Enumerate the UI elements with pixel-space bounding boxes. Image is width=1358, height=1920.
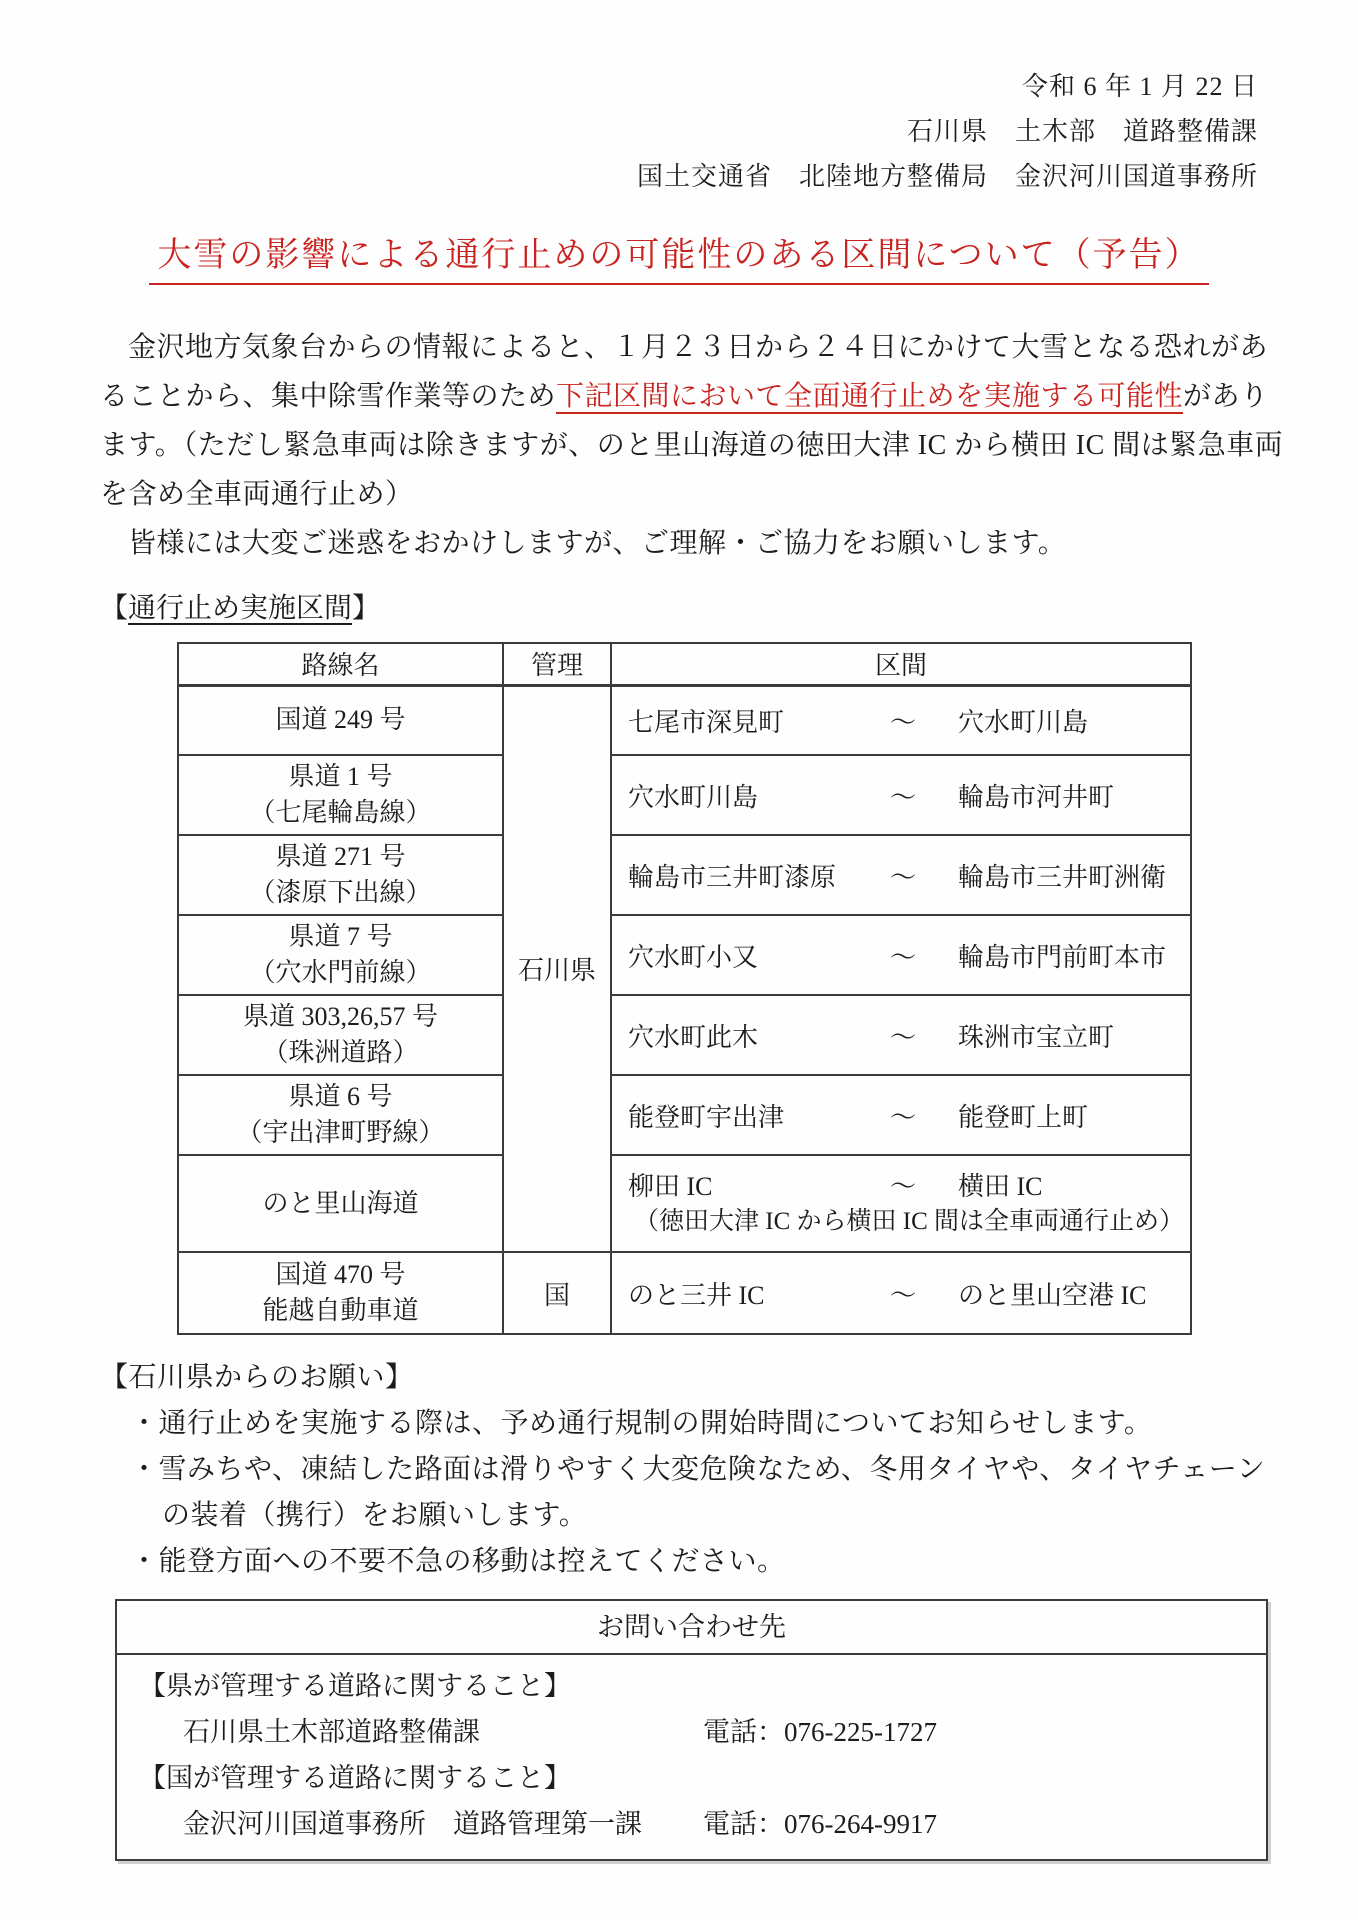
route-subname: （漆原下出線） <box>249 878 432 907</box>
tilde-separator: ～ <box>890 707 917 737</box>
section-to: 珠洲市宝立町 <box>958 1022 1115 1052</box>
intro-line-2-highlight: 下記区間において全面通行止めを実施する可能性 <box>556 381 1184 412</box>
bracket-open: 【 <box>100 593 129 624</box>
tilde-separator: ～ <box>890 1172 917 1201</box>
request-bullet-1: ・通行止めを実施する際は、予め通行規制の開始時間についてお知らせします。 <box>130 1408 1153 1439</box>
route-cell <box>178 755 503 835</box>
section-to: 輪島市三井町洲衛 <box>958 862 1167 892</box>
closure-table <box>177 642 1192 1335</box>
section-to: 輪島市門前町本市 <box>958 942 1167 972</box>
manager-cell-prefecture <box>503 685 611 1252</box>
intro-paragraph <box>100 323 1284 568</box>
section-from: 柳田 IC <box>628 1172 713 1201</box>
document-title <box>100 227 1258 285</box>
route-name: 国道 249 号 <box>275 705 406 735</box>
route-subname: （穴水門前線） <box>249 958 432 987</box>
intro-line-3: ます。（ただし緊急車両は除きますが、のと里山海道の徳田大津 IC から横田 IC 間は緊急車両 <box>100 430 1284 461</box>
table-header-row <box>178 643 1191 685</box>
route-cell <box>178 1075 503 1155</box>
route-cell <box>178 915 503 995</box>
request-heading: 【石川県からのお願い】 <box>100 1362 414 1393</box>
contact-national-heading: 【国が管理する道路に関すること】 <box>139 1763 571 1793</box>
route-name: 県道 6 号 <box>288 1082 393 1111</box>
contact-national-name: 金沢河川国道事務所 道路管理第一課 <box>183 1809 642 1839</box>
manager-label: 石川県 <box>517 956 596 986</box>
intro-line-5: 皆様には大変ご迷惑をおかけしますが、ご理解・ご協力をお願いします。 <box>128 528 1067 559</box>
intro-line-4: を含め全車両通行止め） <box>100 479 414 510</box>
request-bullet-2-line-2: の装着（携行）をお願いします。 <box>162 1500 588 1531</box>
section-cell <box>611 915 1191 995</box>
section-to: 穴水町川島 <box>958 707 1089 737</box>
route-cell <box>178 1155 503 1252</box>
route-subname: 能越自動車道 <box>262 1296 419 1325</box>
issuer-national: 国土交通省 北陸地方整備局 金沢河川国道事務所 <box>636 162 1258 191</box>
section-to: のと里山空港 IC <box>958 1280 1147 1310</box>
section-from: のと三井 IC <box>628 1280 765 1310</box>
tilde-separator: ～ <box>890 782 917 812</box>
document-title-text: 大雪の影響による通行止めの可能性のある区間について（予告） <box>149 227 1208 285</box>
contact-pref-phone: 電話：076-225-1727 <box>703 1717 937 1747</box>
table-row <box>178 1155 1191 1252</box>
route-subname: （七尾輪島線） <box>249 798 432 827</box>
column-header-section: 区間 <box>611 643 1191 685</box>
route-name: 県道 303,26,57 号 <box>242 1002 438 1031</box>
route-name: 県道 7 号 <box>288 922 393 951</box>
table-row <box>178 995 1191 1075</box>
intro-line-2-pre: ることから、集中除雪作業等のため <box>100 381 557 412</box>
section-from: 穴水町此木 <box>628 1022 759 1052</box>
closure-section-label <box>100 584 1258 634</box>
tilde-separator: ～ <box>890 1280 917 1310</box>
issuer-prefecture: 石川県 土木部 道路整備課 <box>906 117 1258 146</box>
section-cell <box>611 1075 1191 1155</box>
request-bullet-3: ・能登方面への不要不急の移動は控えてください。 <box>130 1546 786 1577</box>
route-subname: （宇出津町野線） <box>236 1118 445 1147</box>
column-header-route: 路線名 <box>178 643 503 685</box>
table-row <box>178 915 1191 995</box>
section-from: 穴水町小又 <box>628 942 759 972</box>
route-name: のと里山海道 <box>262 1188 419 1218</box>
section-cell <box>611 835 1191 915</box>
route-subname: （珠洲道路） <box>262 1038 419 1067</box>
section-cell <box>611 685 1191 755</box>
prefecture-request-section <box>100 1355 1266 1585</box>
issue-date: 令和 6 年 1 月 22 日 <box>1021 72 1258 101</box>
route-name: 県道 271 号 <box>275 842 406 871</box>
column-header-manager: 管理 <box>503 643 611 685</box>
table-row <box>178 755 1191 835</box>
contact-pref-heading: 【県が管理する道路に関すること】 <box>139 1671 571 1701</box>
contact-national-phone: 電話：076-264-9917 <box>703 1809 937 1839</box>
bracket-close: 】 <box>352 593 381 624</box>
intro-line-2 <box>100 372 1269 421</box>
section-to: 横田 IC <box>958 1172 1043 1201</box>
section-from: 七尾市深見町 <box>628 707 785 737</box>
section-cell <box>611 1155 1191 1252</box>
request-bullet-2-line-1: ・雪みちや、凍結した路面は滑りやすく大変危険なため、冬用タイヤや、タイヤチェーン <box>130 1454 1266 1485</box>
route-cell <box>178 1252 503 1334</box>
contact-box <box>115 1599 1268 1861</box>
section-note: （徳田大津 IC から横田 IC 間は全車両通行止め） <box>634 1208 1185 1235</box>
section-to: 輪島市河井町 <box>958 782 1115 812</box>
contact-national-line <box>139 1801 1244 1847</box>
intro-line-1: 金沢地方気象台からの情報によると、１月２３日から２４日にかけて大雪となる恐れがあ <box>128 332 1269 363</box>
manager-label: 国 <box>543 1280 570 1310</box>
section-from: 能登町宇出津 <box>628 1102 785 1132</box>
route-name: 国道 470 号 <box>275 1260 406 1289</box>
section-cell <box>611 1252 1191 1334</box>
table-row <box>178 685 1191 755</box>
section-to: 能登町上町 <box>958 1102 1089 1132</box>
manager-cell-national <box>503 1252 611 1334</box>
table-row <box>178 1252 1191 1334</box>
closure-section-label-text: 通行止め実施区間 <box>128 593 353 624</box>
section-cell <box>611 755 1191 835</box>
intro-line-2-post: があり <box>1183 381 1269 412</box>
issuing-header <box>100 64 1258 199</box>
route-cell <box>178 835 503 915</box>
route-name: 県道 1 号 <box>288 762 393 791</box>
section-from: 穴水町川島 <box>628 782 759 812</box>
contact-box-body <box>117 1655 1266 1859</box>
tilde-separator: ～ <box>890 1022 917 1052</box>
table-row <box>178 1075 1191 1155</box>
contact-pref-name: 石川県土木部道路整備課 <box>183 1717 480 1747</box>
tilde-separator: ～ <box>890 862 917 892</box>
route-cell <box>178 685 503 755</box>
tilde-separator: ～ <box>890 1102 917 1132</box>
route-cell <box>178 995 503 1075</box>
contact-pref-line <box>139 1709 1244 1755</box>
section-from: 輪島市三井町漆原 <box>628 862 837 892</box>
tilde-separator: ～ <box>890 942 917 972</box>
section-cell <box>611 995 1191 1075</box>
table-row <box>178 835 1191 915</box>
contact-box-title: お問い合わせ先 <box>117 1601 1266 1655</box>
